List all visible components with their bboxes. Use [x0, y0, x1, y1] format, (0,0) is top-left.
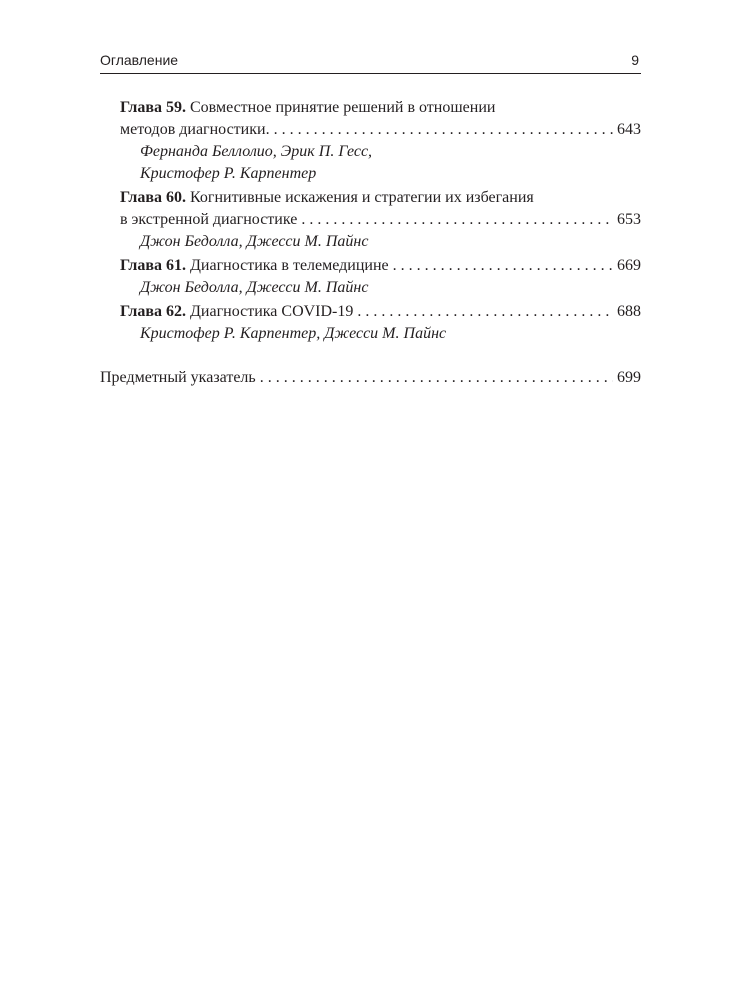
chapter-authors: Фернанда Беллолио, Эрик П. Гесс, — [140, 143, 373, 160]
header-rule — [100, 73, 641, 74]
chapter-label: Глава 60. — [120, 189, 186, 206]
chapter-title: Совместное принятие решений в отношении — [190, 99, 496, 116]
page-number: 9 — [631, 52, 639, 68]
running-head-title: Оглавление — [100, 52, 179, 68]
chapter-page-number: 669 — [617, 257, 641, 274]
chapter-title: Когнитивные искажения и стратегии их избегания — [190, 189, 534, 206]
index-page-number: 699 — [617, 369, 641, 386]
chapter-title-continued: в экстренной диагностике — [120, 211, 298, 228]
chapter-label: Глава 61. — [120, 257, 186, 274]
toc-entry-title-line — [120, 209, 641, 231]
dot-leader — [301, 209, 613, 231]
toc-entry-title-line — [120, 119, 641, 141]
chapter-authors: Кристофер Р. Карпентер, Джесси М. Пайнс — [140, 325, 447, 342]
dot-leader — [260, 367, 613, 389]
chapter-authors: Кристофер Р. Карпентер — [140, 165, 317, 182]
chapter-page-number: 653 — [617, 211, 641, 228]
chapter-page-number: 688 — [617, 303, 641, 320]
chapter-label: Глава 62. — [120, 303, 186, 320]
chapter-title: Диагностика в телемедицине — [190, 257, 389, 274]
dot-leader — [393, 255, 613, 277]
toc-entry-subject-index[interactable] — [100, 367, 641, 389]
dot-leader — [357, 301, 613, 323]
toc-entry-chapter-62[interactable] — [100, 301, 641, 345]
chapter-title: Диагностика COVID-19 — [190, 303, 354, 320]
index-title: Предметный указатель — [100, 369, 256, 386]
toc-entry-chapter-59[interactable] — [100, 97, 641, 185]
dot-leader — [274, 119, 613, 141]
toc-entry-title-line — [120, 255, 641, 277]
toc-entry-title-line — [120, 187, 641, 209]
toc-entry-chapter-61[interactable] — [100, 255, 641, 299]
chapter-label: Глава 59. — [120, 99, 186, 116]
chapter-authors: Джон Бедолла, Джесси М. Пайнс — [140, 279, 369, 296]
toc-entry-title-line — [120, 301, 641, 323]
toc-entry-chapter-60[interactable] — [100, 187, 641, 253]
toc-entry-title-line — [120, 97, 641, 119]
chapter-title-continued: методов диагностики. — [120, 121, 270, 138]
chapter-authors: Джон Бедолла, Джесси М. Пайнс — [140, 233, 369, 250]
running-head — [100, 50, 641, 72]
chapter-page-number: 643 — [617, 121, 641, 138]
table-of-contents — [100, 97, 641, 389]
